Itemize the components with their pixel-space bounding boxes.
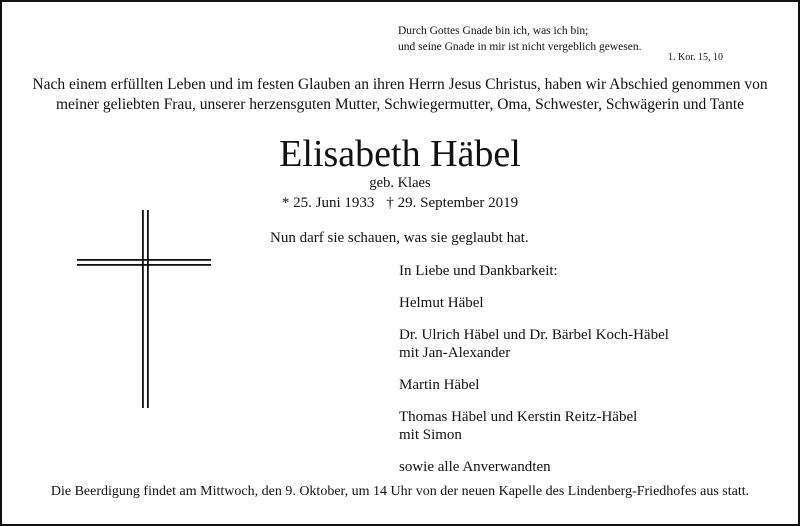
intro-text [0,75,800,115]
born-name: geb. Klaes [369,175,431,191]
motto: Nun darf sie schauen, was sie geglaubt hat. [270,230,529,246]
mourners-list [399,262,669,476]
mourner-3: Martin Häbel [399,377,480,393]
intro-line-1: Nach einem erfüllten Leben und im festen Glauben an ihren Herrn Jesus Christus, haben wir Abschied genommen von [32,76,768,93]
mourner-2-line-2: mit Jan-Alexander [399,345,511,361]
mourners-heading: In Liebe und Dankbarkeit: [399,263,558,279]
birth-date: * 25. Juni 1933 [281,195,375,211]
cross-icon [74,210,214,410]
bible-verse [398,23,641,55]
verse-line-1: Durch Gottes Gnade bin ich, was ich bin; [398,25,589,37]
mourner-4-line-2: mit Simon [399,427,462,443]
verse-reference: 1. Kor. 15, 10 [668,52,723,63]
funeral-notice: Die Beerdigung findet am Mittwoch, den 9. Oktober, um 14 Uhr von der neuen Kapelle des Lindenberg-Friedhofes aus statt. [50,484,750,499]
mourner-5: sowie alle Anverwandten [399,459,551,475]
mourner-4-line-1: Thomas Häbel und Kerstin Reitz-Häbel [399,409,638,425]
intro-line-2: meiner geliebten Frau, unserer herzensguten Mutter, Schwiegermutter, Oma, Schwester, Schwägerin und Tante [55,96,745,113]
death-date: † 29. September 2019 [386,195,519,211]
deceased-name: Elisabeth Häbel [279,133,521,175]
mourner-2-line-1: Dr. Ulrich Häbel und Dr. Bärbel Koch-Häbel [399,327,669,343]
verse-line-2: und seine Gnade in mir ist nicht vergeblich gewesen. [398,41,642,53]
mourner-1: Helmut Häbel [399,295,484,311]
